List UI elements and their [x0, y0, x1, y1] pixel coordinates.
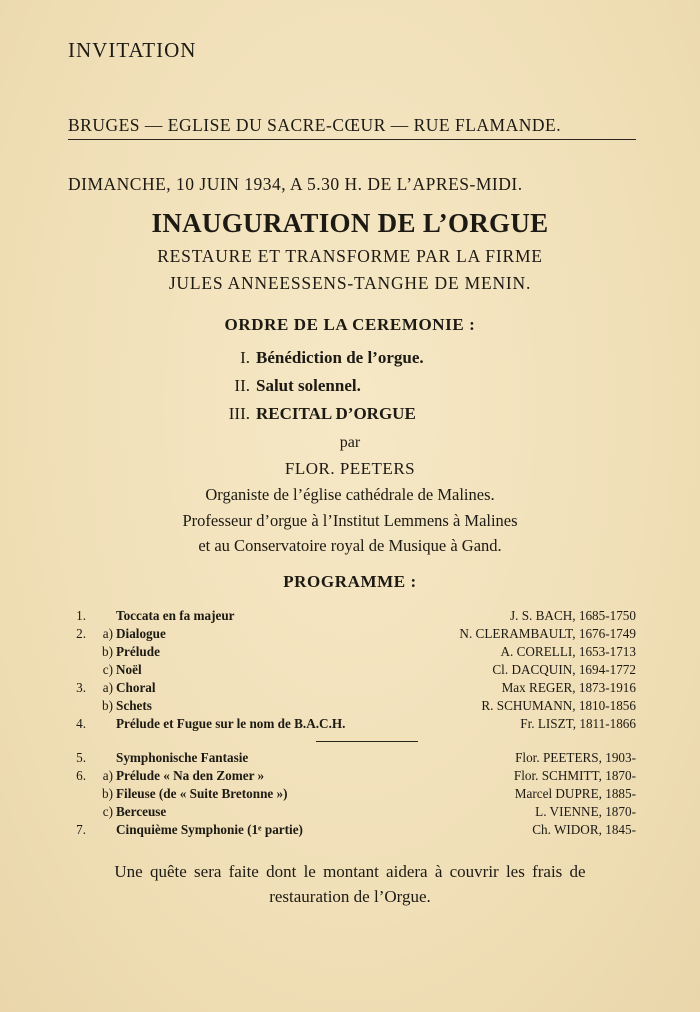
programme-item-sub: c) — [102, 804, 113, 819]
programme-item-composer: Ch. WIDOR, 1845- — [532, 822, 636, 837]
collection-note-line-1: Une quête sera faite dont le montant aidera à couvrir les frais de — [114, 862, 586, 881]
performer-role: Professeur d’orgue à l’Institut Lemmens à Malines — [182, 511, 518, 530]
ceremony-item-text: RECITAL D’ORGUE — [256, 404, 416, 423]
programme-item-number: 4. — [76, 716, 86, 731]
venue-line: BRUGES — EGLISE DU SACRE-CŒUR — RUE FLAMANDE. — [68, 115, 562, 135]
programme-item-composer: Marcel DUPRE, 1885- — [514, 786, 636, 801]
event-title: INAUGURATION DE L’ORGUE — [151, 208, 549, 238]
header-divider — [68, 139, 636, 140]
programme-item-composer: Fr. LISZT, 1811-1866 — [520, 716, 636, 731]
programme-item-title: Cinquième Symphonie (1ᵉ partie) — [116, 822, 303, 837]
programme-item-composer: Flor. SCHMITT, 1870- — [513, 768, 636, 783]
ceremony-item-text: Salut solennel. — [256, 376, 361, 395]
programme-item-sub: a) — [102, 626, 113, 641]
ceremony-item-text: Bénédiction de l’orgue. — [256, 348, 424, 367]
by-label: par — [339, 434, 361, 451]
programme-item-sub: a) — [102, 680, 113, 695]
programme-item-composer: L. VIENNE, 1870- — [535, 804, 636, 819]
performer-role: Organiste de l’église cathédrale de Malines. — [205, 485, 495, 504]
programme-item — [68, 626, 636, 644]
performer-name: FLOR. PEETERS — [284, 459, 416, 478]
programme-item-sub: a) — [102, 768, 113, 783]
programme-item-composer: Flor. PEETERS, 1903- — [515, 750, 636, 765]
programme-item-title: Dialogue — [116, 626, 166, 641]
programme-item-title: Schets — [116, 698, 152, 713]
ceremony-item — [210, 404, 416, 424]
programme-item-sub: b) — [102, 786, 113, 801]
programme-item — [68, 644, 636, 662]
programme-item-sub: c) — [102, 662, 113, 677]
ceremony-heading: ORDRE DE LA CEREMONIE : — [224, 315, 476, 334]
programme-item — [68, 662, 636, 680]
programme-item — [68, 768, 636, 786]
programme-item-title: Fileuse (de « Suite Bretonne ») — [116, 786, 288, 801]
programme-item-title: Choral — [116, 680, 156, 695]
programme-item-composer: R. SCHUMANN, 1810-1856 — [481, 698, 636, 713]
ceremony-item-number: I. — [240, 348, 250, 367]
ceremony-item-number: II. — [234, 376, 250, 395]
programme-item — [68, 716, 636, 734]
programme-item-sub: b) — [102, 644, 113, 659]
programme-item-number: 6. — [76, 768, 86, 783]
performer-role: et au Conservatoire royal de Musique à Gand. — [198, 536, 502, 555]
collection-note-line-2: restauration de l’Orgue. — [269, 887, 431, 906]
programme-item — [68, 608, 636, 626]
programme-item — [68, 750, 636, 768]
programme-item-title: Prélude « Na den Zomer » — [116, 768, 265, 783]
programme-heading: PROGRAMME : — [283, 572, 417, 591]
programme-item — [68, 804, 636, 822]
programme-item-composer: A. CORELLI, 1653-1713 — [500, 644, 636, 659]
programme-item-number: 1. — [76, 608, 86, 623]
programme-item-number: 3. — [76, 680, 86, 695]
programme-item-title: Noël — [116, 662, 142, 677]
programme-item-title: Symphonische Fantasie — [116, 750, 249, 765]
ceremony-item-number: III. — [228, 404, 250, 423]
programme-item-title: Toccata en fa majeur — [116, 608, 235, 623]
programme-item — [68, 698, 636, 716]
programme-item-number: 7. — [76, 822, 86, 837]
programme-item — [68, 822, 636, 840]
event-subtitle-line-2: JULES ANNEESSENS-TANGHE DE MENIN. — [168, 273, 532, 293]
programme-item-number: 5. — [76, 750, 86, 765]
ceremony-item — [210, 348, 424, 368]
invitation-heading: INVITATION — [68, 38, 197, 62]
programme-item-title: Prélude et Fugue sur le nom de B.A.C.H. — [116, 716, 346, 731]
date-line: DIMANCHE, 10 JUIN 1934, A 5.30 H. DE L’APRES-MIDI. — [68, 174, 523, 194]
programme-item — [68, 680, 636, 698]
programme-item-composer: Cl. DACQUIN, 1694-1772 — [492, 662, 636, 677]
programme-item-composer: J. S. BACH, 1685-1750 — [509, 608, 636, 623]
programme-item-title: Berceuse — [116, 804, 167, 819]
programme-item-title: Prélude — [116, 644, 160, 659]
programme-item-composer: N. CLERAMBAULT, 1676-1749 — [459, 626, 636, 641]
event-subtitle-line-1: RESTAURE ET TRANSFORME PAR LA FIRME — [157, 246, 543, 266]
programme-divider — [316, 741, 418, 742]
programme-item-composer: Max REGER, 1873-1916 — [501, 680, 636, 695]
ceremony-item — [210, 376, 361, 396]
programme-item-sub: b) — [102, 698, 113, 713]
programme-item — [68, 786, 636, 804]
programme-item-number: 2. — [76, 626, 86, 641]
